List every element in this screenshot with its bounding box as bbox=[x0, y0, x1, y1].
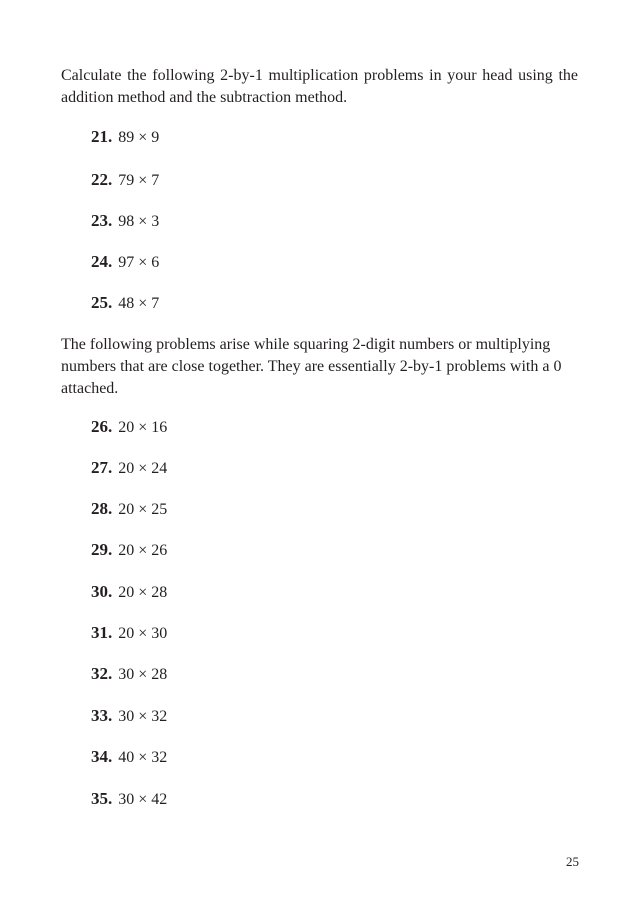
problem-expression: 79 × 7 bbox=[118, 172, 160, 189]
problem-expression: 30 × 32 bbox=[118, 708, 168, 725]
problem-31 bbox=[91, 622, 167, 645]
problem-expression: 20 × 24 bbox=[118, 460, 168, 477]
problem-expression: 20 × 28 bbox=[118, 584, 168, 601]
instructions-paragraph-1: Calculate the following 2-by-1 multiplication problems in your head using the addition method and the subtraction method. bbox=[61, 67, 578, 106]
problem-number: 35. bbox=[91, 789, 113, 808]
problem-expression: 40 × 32 bbox=[118, 749, 168, 766]
problem-expression: 30 × 28 bbox=[118, 666, 168, 683]
problem-24 bbox=[91, 251, 159, 274]
problem-number: 32. bbox=[91, 664, 113, 683]
page-number: 25 bbox=[566, 854, 579, 869]
problem-number: 29. bbox=[91, 540, 113, 559]
problem-expression: 20 × 30 bbox=[118, 625, 168, 642]
problem-21 bbox=[91, 126, 159, 149]
problem-29 bbox=[91, 539, 167, 562]
problem-number: 33. bbox=[91, 706, 113, 725]
problem-33 bbox=[91, 705, 167, 728]
problem-number: 27. bbox=[91, 458, 113, 477]
problem-expression: 97 × 6 bbox=[118, 254, 160, 271]
problem-number: 23. bbox=[91, 211, 113, 230]
problem-27 bbox=[91, 457, 167, 480]
problem-number: 31. bbox=[91, 623, 113, 642]
instructions-paragraph-2: The following problems arise while squaring 2-digit numbers or multiplying numbers that are close together. They are essentially 2-by-1 problems with a 0 attached. bbox=[61, 336, 562, 397]
problem-expression: 98 × 3 bbox=[118, 213, 160, 230]
problem-number: 30. bbox=[91, 582, 113, 601]
problem-28 bbox=[91, 498, 167, 521]
problem-number: 24. bbox=[91, 252, 113, 271]
problem-expression: 89 × 9 bbox=[118, 129, 160, 146]
problem-number: 28. bbox=[91, 499, 113, 518]
problem-number: 25. bbox=[91, 293, 113, 312]
problem-expression: 30 × 42 bbox=[118, 791, 168, 808]
problem-26 bbox=[91, 416, 167, 439]
problem-23 bbox=[91, 210, 159, 233]
problem-expression: 20 × 16 bbox=[118, 419, 168, 436]
problem-25 bbox=[91, 292, 159, 315]
problem-30 bbox=[91, 581, 167, 604]
problem-number: 22. bbox=[91, 170, 113, 189]
problem-number: 26. bbox=[91, 417, 113, 436]
problem-34 bbox=[91, 746, 167, 769]
problem-number: 21. bbox=[91, 127, 113, 146]
problem-expression: 48 × 7 bbox=[118, 295, 160, 312]
problem-35 bbox=[91, 788, 167, 811]
problem-expression: 20 × 26 bbox=[118, 542, 168, 559]
problem-32 bbox=[91, 663, 167, 686]
problem-number: 34. bbox=[91, 747, 113, 766]
problem-22 bbox=[91, 169, 159, 192]
problem-expression: 20 × 25 bbox=[118, 501, 168, 518]
